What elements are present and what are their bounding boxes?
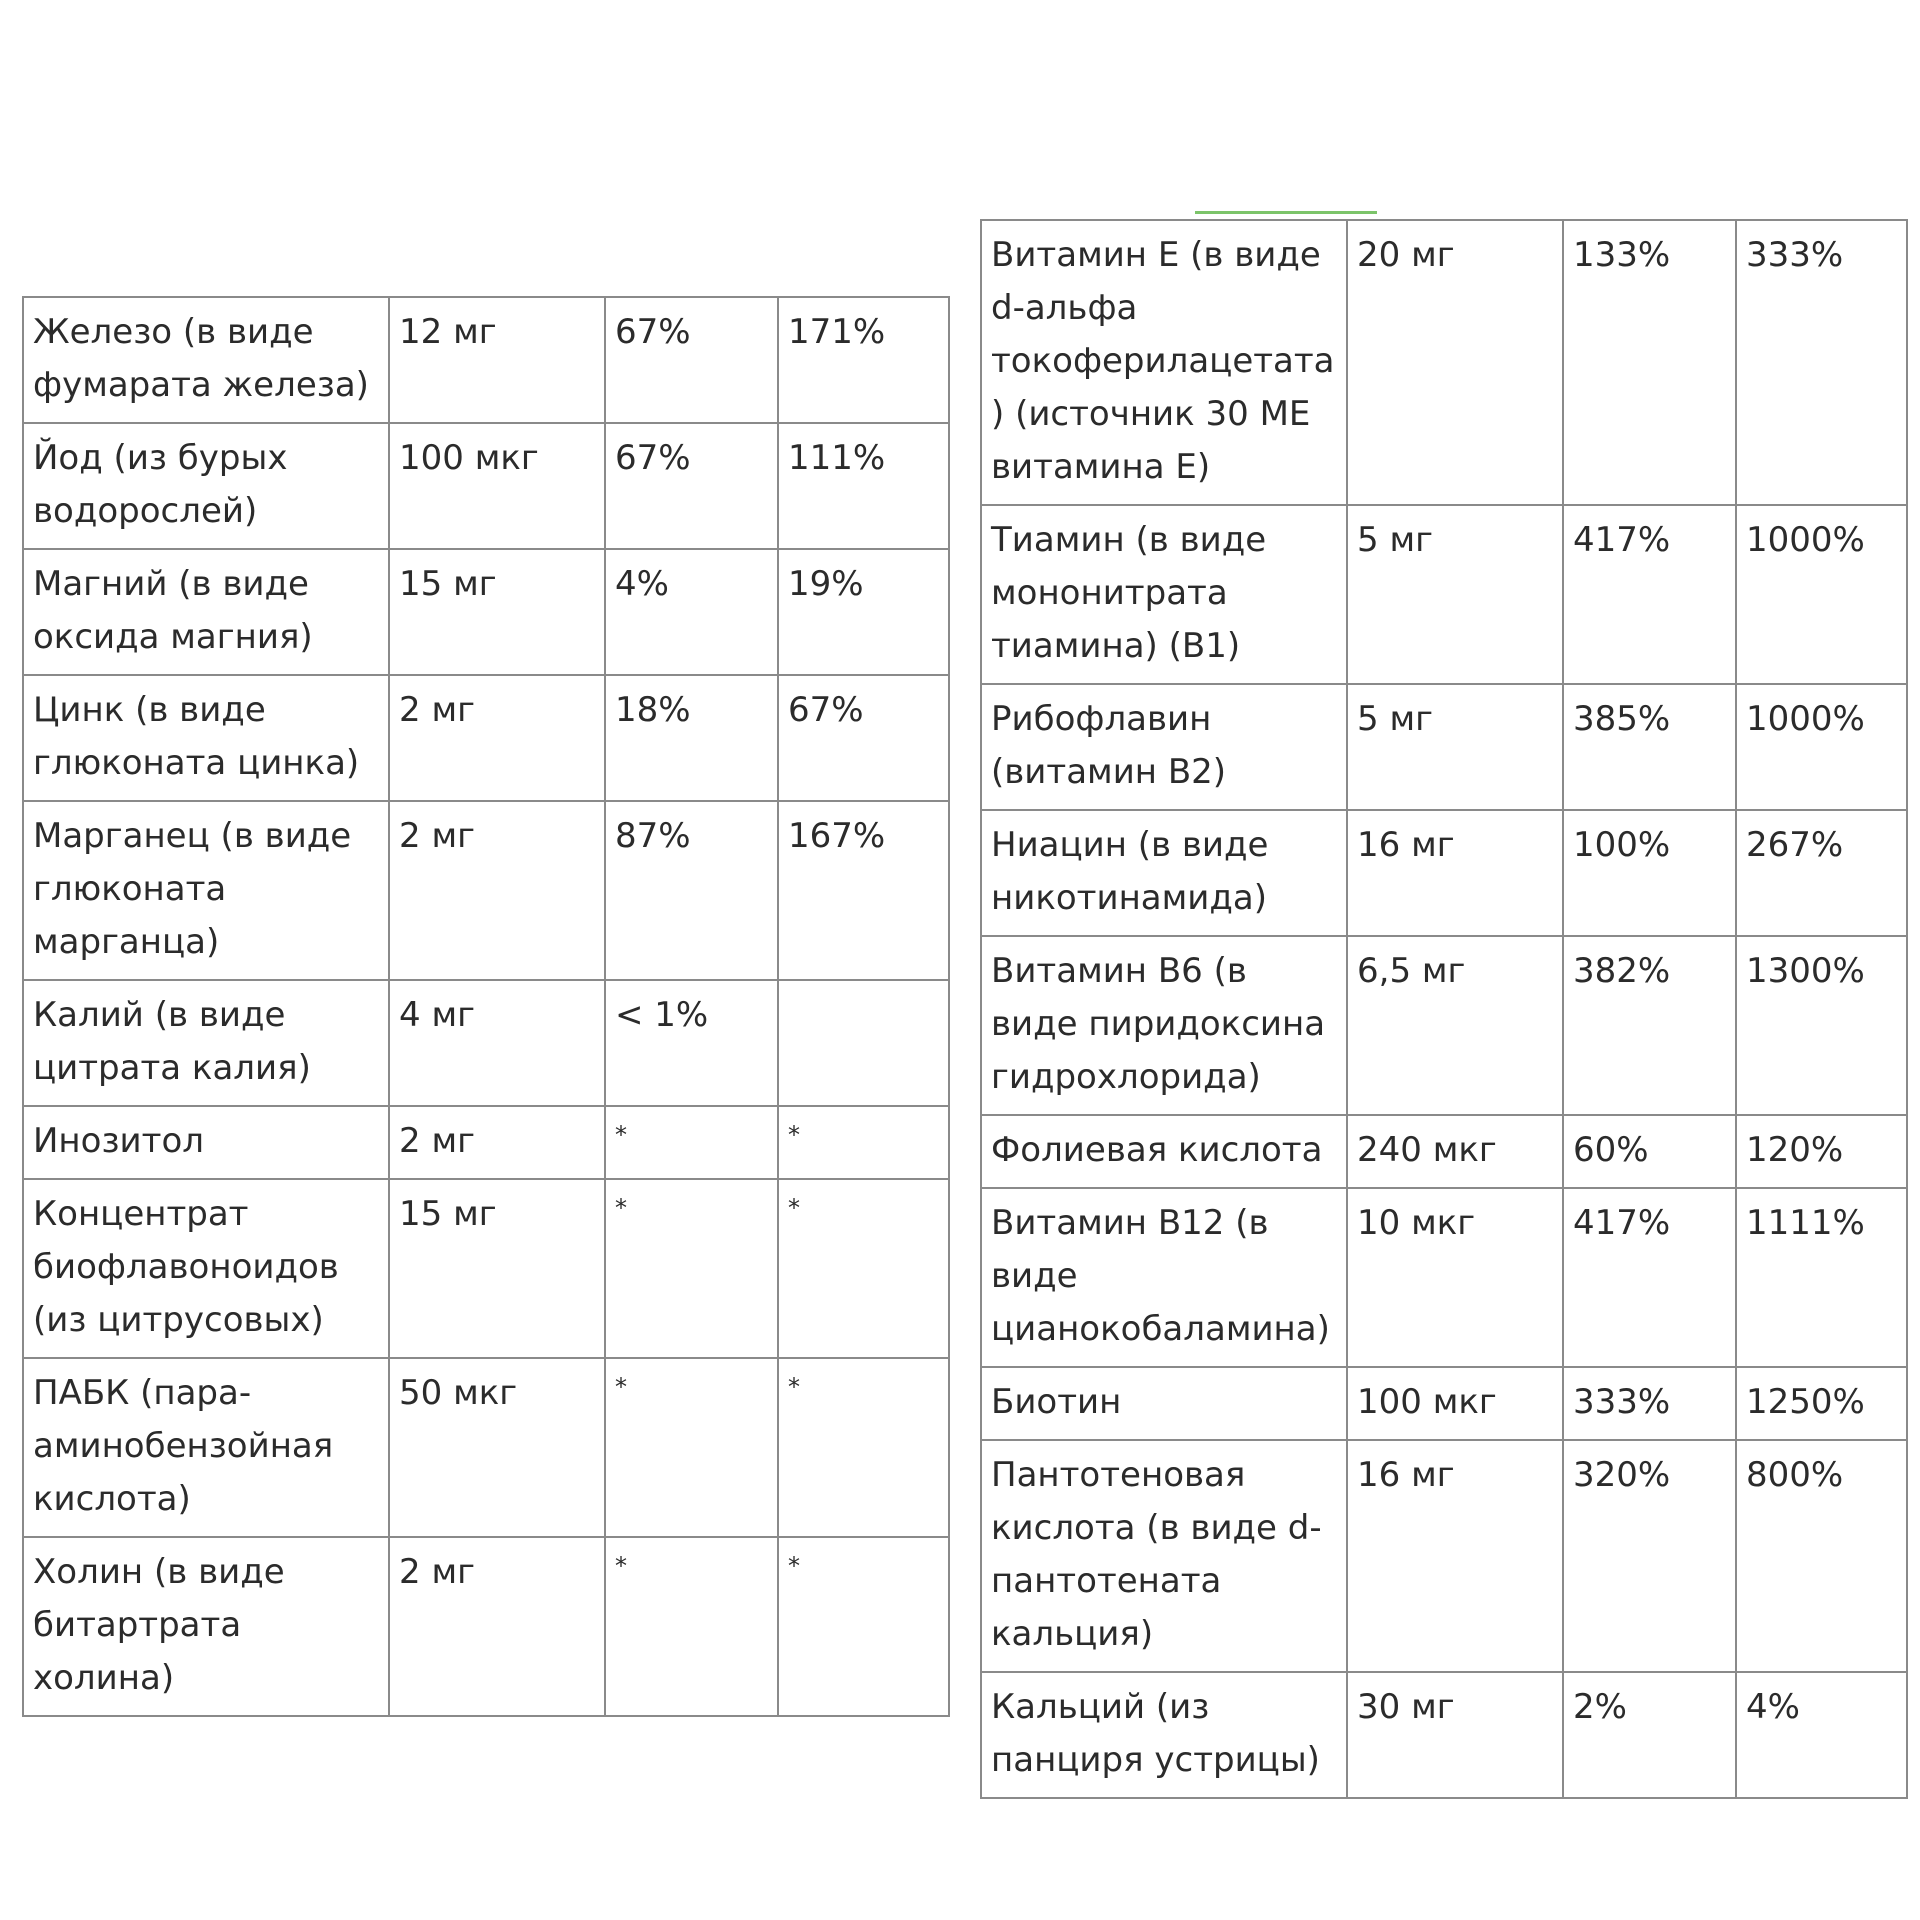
nutrient-pct-1: 18%: [605, 675, 778, 801]
nutrient-pct-2: 167%: [778, 801, 949, 980]
nutrient-amount: 20 мг: [1347, 220, 1563, 505]
nutrient-amount: 10 мкг: [1347, 1188, 1563, 1367]
nutrient-name: Йод (из бурых водорослей): [23, 423, 389, 549]
nutrient-amount: 100 мкг: [389, 423, 605, 549]
table-row: [23, 1179, 949, 1358]
nutrient-amount: 240 мкг: [1347, 1115, 1563, 1188]
nutrient-name: Тиамин (в виде мононитрата тиамина) (B1): [981, 505, 1347, 684]
nutrient-name: Холин (в виде битартрата холина): [23, 1537, 389, 1716]
nutrient-pct-1: 100%: [1563, 810, 1736, 936]
nutrient-name: Рибофлавин (витамин B2): [981, 684, 1347, 810]
nutrient-pct-1: 2%: [1563, 1672, 1736, 1798]
green-accent-bar: [1195, 211, 1377, 214]
nutrient-pct-2: 171%: [778, 297, 949, 423]
nutrient-amount: 100 мкг: [1347, 1367, 1563, 1440]
nutrient-pct-2: 120%: [1736, 1115, 1907, 1188]
nutrient-pct-2: 4%: [1736, 1672, 1907, 1798]
nutrient-amount: 16 мг: [1347, 1440, 1563, 1672]
table-row: [981, 1440, 1907, 1672]
nutrient-name: Кальций (из панциря устрицы): [981, 1672, 1347, 1798]
nutrient-pct-1: 320%: [1563, 1440, 1736, 1672]
nutrient-pct-1: 333%: [1563, 1367, 1736, 1440]
nutrient-amount: 6,5 мг: [1347, 936, 1563, 1115]
nutrient-pct-2: 1111%: [1736, 1188, 1907, 1367]
nutrient-amount: 2 мг: [389, 675, 605, 801]
nutrient-pct-1: 133%: [1563, 220, 1736, 505]
table-row: [23, 1537, 949, 1716]
nutrient-name: Фолиевая кислота: [981, 1115, 1347, 1188]
table-row: [981, 220, 1907, 505]
table-row: [23, 423, 949, 549]
nutrient-name: Ниацин (в виде никотинамида): [981, 810, 1347, 936]
table-row: [23, 675, 949, 801]
nutrient-amount: 2 мг: [389, 1537, 605, 1716]
nutrient-pct-2: 1000%: [1736, 505, 1907, 684]
nutrient-amount: 4 мг: [389, 980, 605, 1106]
nutrient-amount: 12 мг: [389, 297, 605, 423]
nutrient-name: Концентрат биофлавоноидов (из цитрусовых): [23, 1179, 389, 1358]
nutrient-name: Железо (в виде фумарата железа): [23, 297, 389, 423]
nutrient-pct-1: 382%: [1563, 936, 1736, 1115]
nutrient-name: ПАБК (пара-аминобензойная кислота): [23, 1358, 389, 1537]
nutrient-pct-1: *: [605, 1179, 778, 1358]
table-row: [981, 1115, 1907, 1188]
table-row: [23, 549, 949, 675]
table-row: [981, 936, 1907, 1115]
nutrient-pct-2: 111%: [778, 423, 949, 549]
nutrient-pct-2: 19%: [778, 549, 949, 675]
nutrient-pct-2: 800%: [1736, 1440, 1907, 1672]
table-row: [23, 980, 949, 1106]
nutrient-pct-1: 417%: [1563, 505, 1736, 684]
table-row: [23, 801, 949, 980]
nutrient-pct-2: [778, 980, 949, 1106]
table-row: [23, 1106, 949, 1179]
nutrient-pct-1: 87%: [605, 801, 778, 980]
table-row: [981, 1188, 1907, 1367]
nutrient-pct-2: 67%: [778, 675, 949, 801]
nutrient-pct-2: 1250%: [1736, 1367, 1907, 1440]
nutrient-pct-1: 385%: [1563, 684, 1736, 810]
nutrient-pct-1: *: [605, 1537, 778, 1716]
table-row: [981, 505, 1907, 684]
table-row: [23, 1358, 949, 1537]
nutrient-pct-1: 4%: [605, 549, 778, 675]
nutrient-amount: 5 мг: [1347, 684, 1563, 810]
nutrient-pct-1: 60%: [1563, 1115, 1736, 1188]
nutrient-amount: 50 мкг: [389, 1358, 605, 1537]
nutrient-name: Витамин B12 (в виде цианокобаламина): [981, 1188, 1347, 1367]
nutrient-pct-1: 417%: [1563, 1188, 1736, 1367]
nutrient-name: Марганец (в виде глюконата марганца): [23, 801, 389, 980]
nutrient-pct-2: *: [778, 1106, 949, 1179]
table-row: [981, 1367, 1907, 1440]
nutrient-name: Биотин: [981, 1367, 1347, 1440]
nutrient-pct-2: 1000%: [1736, 684, 1907, 810]
nutrient-name: Магний (в виде оксида магния): [23, 549, 389, 675]
nutrient-pct-2: *: [778, 1179, 949, 1358]
nutrient-amount: 2 мг: [389, 801, 605, 980]
nutrient-pct-1: 67%: [605, 423, 778, 549]
table-row: [981, 684, 1907, 810]
table-row: [23, 297, 949, 423]
nutrient-name: Витамин B6 (в виде пиридоксина гидрохлорида): [981, 936, 1347, 1115]
nutrient-amount: 2 мг: [389, 1106, 605, 1179]
nutrient-pct-2: *: [778, 1358, 949, 1537]
right-nutrient-table: [980, 219, 1908, 1799]
nutrient-amount: 16 мг: [1347, 810, 1563, 936]
nutrient-pct-1: *: [605, 1106, 778, 1179]
nutrient-pct-1: < 1%: [605, 980, 778, 1106]
nutrient-pct-1: 67%: [605, 297, 778, 423]
table-row: [981, 1672, 1907, 1798]
nutrient-amount: 30 мг: [1347, 1672, 1563, 1798]
nutrient-name: Витамин E (в виде d-альфа токоферилацетата) (источник 30 МЕ витамина E): [981, 220, 1347, 505]
nutrient-amount: 15 мг: [389, 549, 605, 675]
nutrient-pct-2: 333%: [1736, 220, 1907, 505]
table-row: [981, 810, 1907, 936]
nutrient-name: Калий (в виде цитрата калия): [23, 980, 389, 1106]
nutrient-pct-2: *: [778, 1537, 949, 1716]
nutrient-pct-2: 267%: [1736, 810, 1907, 936]
nutrient-amount: 5 мг: [1347, 505, 1563, 684]
nutrient-amount: 15 мг: [389, 1179, 605, 1358]
nutrient-name: Инозитол: [23, 1106, 389, 1179]
nutrient-name: Цинк (в виде глюконата цинка): [23, 675, 389, 801]
nutrient-pct-2: 1300%: [1736, 936, 1907, 1115]
nutrient-pct-1: *: [605, 1358, 778, 1537]
nutrient-name: Пантотеновая кислота (в виде d-пантотената кальция): [981, 1440, 1347, 1672]
left-nutrient-table: [22, 296, 950, 1717]
